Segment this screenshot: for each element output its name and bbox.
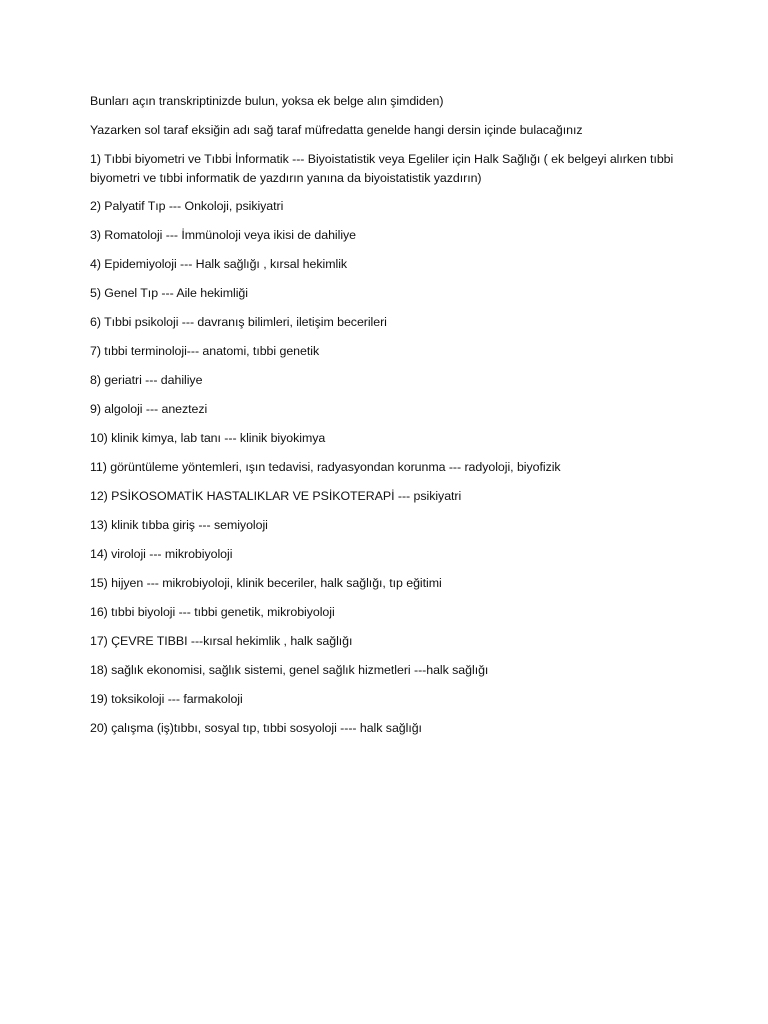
list-item: 6) Tıbbi psikoloji --- davranış bilimleri, iletişim becerileri <box>90 315 387 329</box>
list-item: 18) sağlık ekonomisi, sağlık sistemi, genel sağlık hizmetleri ---halk sağlığı <box>90 663 489 677</box>
list-item: 14) viroloji --- mikrobiyoloji <box>90 547 233 561</box>
list-item: 1) Tıbbi biyometri ve Tıbbi İnformatik --- Biyoistatistik veya Egeliler için Halk Sağlığı ( ek belgeyi alırken tıbbi biyometri ve tıbbi informatik de yazdırın yanına da biyoistatistik yazdırın) <box>90 152 674 185</box>
list-item: 16) tıbbi biyoloji --- tıbbi genetik, mikrobiyoloji <box>90 605 335 619</box>
list-item: 17) ÇEVRE TIBBI ---kırsal hekimlik , halk sağlığı <box>90 634 353 648</box>
list-item: 13) klinik tıbba giriş --- semiyoloji <box>90 518 268 532</box>
list-item: 8) geriatri --- dahiliye <box>90 373 203 387</box>
document-body <box>90 92 680 748</box>
list-item: 7) tıbbi terminoloji--- anatomi, tıbbi genetik <box>90 344 320 358</box>
list-item: 3) Romatoloji --- İmmünoloji veya ikisi de dahiliye <box>90 228 357 242</box>
intro-line-1: Bunları açın transkriptinizde bulun, yoksa ek belge alın şimdiden) <box>90 94 444 108</box>
list-item: 12) PSİKOSOMATİK HASTALIKLAR VE PSİKOTERAPİ --- psikiyatri <box>90 489 462 503</box>
list-item: 11) görüntüleme yöntemleri, ışın tedavisi, radyasyondan korunma --- radyoloji, biyofizik <box>90 460 561 474</box>
list-item: 19) toksikoloji --- farmakoloji <box>90 692 243 706</box>
list-item: 4) Epidemiyoloji --- Halk sağlığı , kırsal hekimlik <box>90 257 348 271</box>
list-item: 5) Genel Tıp --- Aile hekimliği <box>90 286 248 300</box>
list-item: 9) algoloji --- aneztezi <box>90 402 208 416</box>
list-item: 20) çalışma (iş)tıbbı, sosyal tıp, tıbbi sosyoloji ---- halk sağlığı <box>90 721 422 735</box>
list-item: 10) klinik kimya, lab tanı --- klinik biyokimya <box>90 431 326 445</box>
intro-line-2: Yazarken sol taraf eksiğin adı sağ taraf müfredatta genelde hangi dersin içinde bulacağınız <box>90 123 583 137</box>
list-item: 2) Palyatif Tıp --- Onkoloji, psikiyatri <box>90 199 284 213</box>
list-item: 15) hijyen --- mikrobiyoloji, klinik beceriler, halk sağlığı, tıp eğitimi <box>90 576 442 590</box>
